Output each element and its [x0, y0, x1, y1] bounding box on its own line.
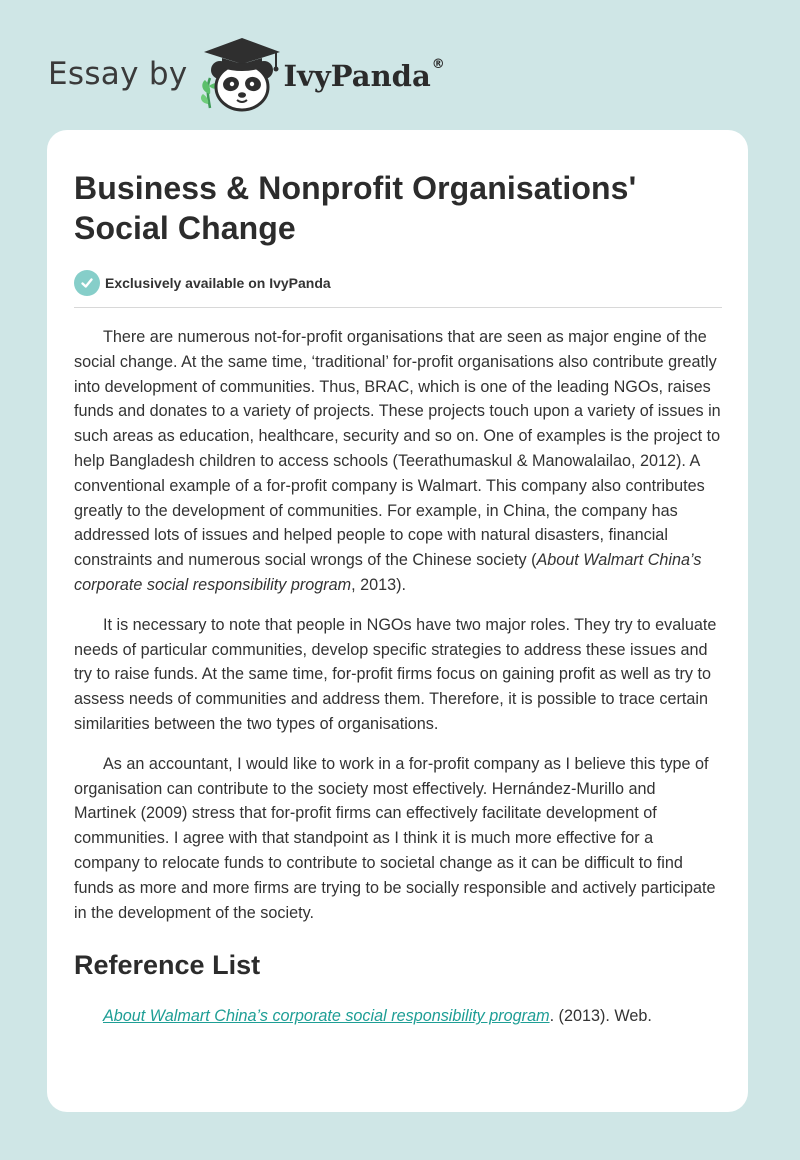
essay-title: Business & Nonprofit Organisations' Social Change	[74, 170, 637, 246]
paragraph-3: As an accountant, I would like to work in a for-profit company as I believe this type of organisation can contribute to the society most effectively. Hernández-Murillo and Martinek (2009) stress that for-profit firms can effectively facilitate development of communities. I agree with that standpoint as I think it is much more effective for a company to relocate funds to contribute to societal change as it can be difficult to find funds as more and more firms are trying to be socially responsible and actively participate in the development of the society.	[74, 754, 716, 922]
essay-by-label: Essay by	[48, 56, 188, 92]
paragraph-1: There are numerous not-for-profit organisations that are seen as major engine of the social change. At the same time, ‘traditional’ for-profit organisations also contribute greatly into development of communities. Thus, BRAC, which is one of the leading NGOs, raises funds and donates to a variety of projects. These projects touch upon a variety of issues in such areas as education, healthcare, security and so on. One of examples is the project to help Bangladesh children to access schools (Teerathumaskul & Manowalailao, 2012). A conventional example of a for-profit company is Walmart. This company also contributes greatly to the development of communities. For example, in China, the company has addressed lots of issues and helped people to cope with natural disasters, financial constraints and numerous social wrongs of the Chinese society (About Walmart China’s corporate social responsibility program, 2013).	[74, 328, 721, 594]
reference-details: . (2013). Web.	[549, 1007, 652, 1026]
paragraph-2: It is necessary to note that people in NGOs have two major roles. They try to evaluate needs of particular communities, develop specific strategies to address these issues and try to raise funds. At the same time, for-profit firms focus on gaining profit as well as try to assess needs of communities and address them. Therefore, it is possible to trace certain similarities between the two types of organisations.	[74, 615, 717, 733]
reference-list	[74, 1004, 722, 1028]
essay-body	[74, 325, 722, 925]
registered-mark: ®	[431, 57, 445, 72]
italic-citation: About Walmart China’s corporate social responsibility program	[74, 551, 702, 594]
divider	[74, 307, 722, 308]
brand-name: IvyPanda®	[283, 57, 445, 93]
exclusive-text: Exclusively available on IvyPanda	[105, 275, 331, 291]
reference-link[interactable]: About Walmart China’s corporate social responsibility program	[103, 1007, 550, 1026]
essay-card	[47, 130, 748, 1112]
exclusive-badge	[74, 269, 722, 297]
reference-list-heading: Reference List	[74, 950, 261, 981]
reference-item	[103, 1004, 722, 1028]
brand-header[interactable]	[48, 34, 445, 114]
panda-graduate-icon	[196, 34, 282, 114]
check-icon	[74, 270, 100, 296]
